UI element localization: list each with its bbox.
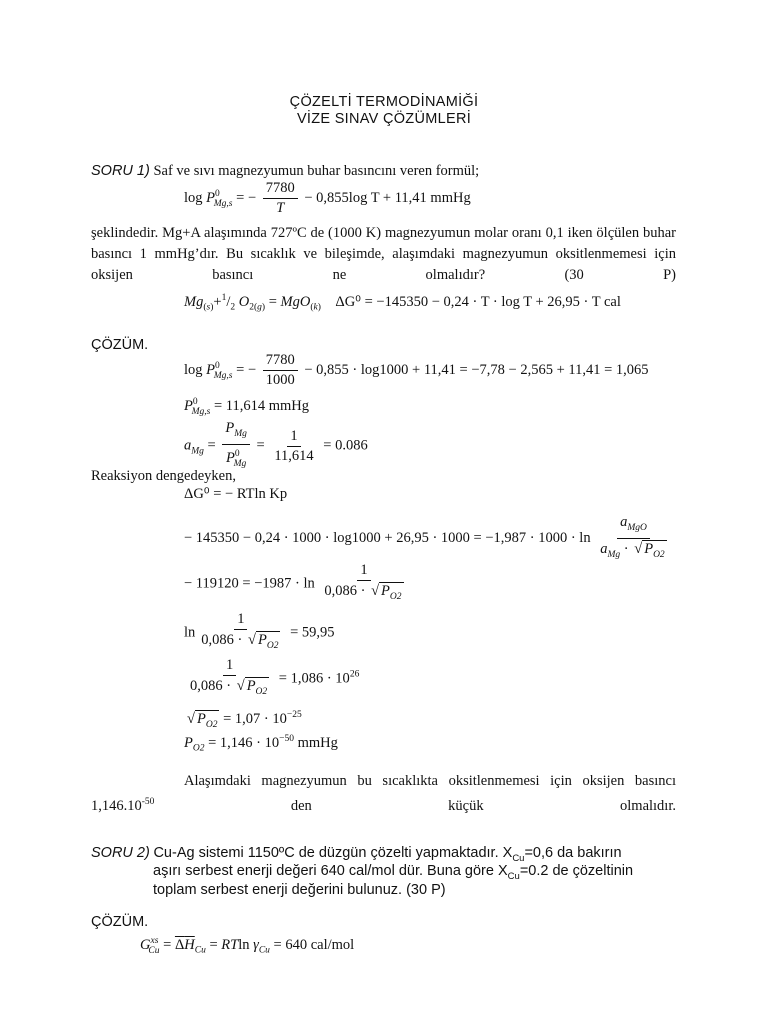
question-1-paragraph: şeklindedir. Mg+A alaşımında 727ºC de (1000 K) magnezyumun molar oranı 0,1 iken ölçülen buhar basıncı 1 mmHg’dır. Bu sıcaklık ve bileşimde, alaşımdaki magnezyumun oksitlenmemesi için oksijen basıncı ne olmalıdır? (30 P) xyxy=(91,225,676,283)
solution-1-eq-activity: $a_{Mg}$ = $\frac{P_{Mg}}{P^0_{Mg}}$ = $\frac{1}{11,614}$ = 0.086 xyxy=(184,420,368,469)
question-1-text: Saf ve sıvı magnezyumun buhar basıncını veren formül; xyxy=(153,163,480,179)
solution-1-label: ÇÖZÜM. xyxy=(91,337,149,353)
solution-1-eq-exp: $\frac{1}{0,086 \cdot √ P_{O2}}$ = $1,086 \cdot 10^{26}$ xyxy=(184,657,359,701)
solution-1-eq-log: $\log P^0_{Mg,s}$ = − $\frac{7780}{1000}$ − 0,855 · log1000 + 11,41 = −7,78 − 2,565 + 11,41 = 1,065 xyxy=(184,352,649,388)
solution-1-eq-ln: ln $\frac{1}{0,086 \cdot √ P_{O2}}$ = 59,95 xyxy=(184,611,335,655)
solution-1-eq-expanded: − 145350 − 0,24 · 1000 · log1000 + 26,95 · 1000 = −1,987 · 1000 · ln $\frac{a_{MgO}}{a_{Mg} \cdot √ P_{O2}}$ xyxy=(184,514,673,564)
solution-2-label: ÇÖZÜM. xyxy=(91,914,149,930)
question-2-label: SORU 2) xyxy=(91,845,150,861)
solution-1-eq-simplified: − 119120 = −1987 · ln $\frac{1}{0,086 \cdot √ P_{O2}}$ xyxy=(184,562,410,606)
question-2-line-1: SORU 2) Cu-Ag sistemi 1150ºC de düzgün çözelti yapmaktadır. $X_{Cu}=0,6$ da bakırın xyxy=(91,845,622,864)
vapor-pressure-formula: $\log P^0_{Mg,s}$ = − $\frac{7780}{T}$ − 0,855log T + 11,41 mmHg xyxy=(184,180,471,216)
question-1-label: SORU 1) xyxy=(91,163,150,179)
solution-1-eq-result: $P_{O2} = 1,146 \cdot 10^{-50}$ mmHg xyxy=(184,734,338,754)
solution-1-eq-pressure: $P^0_{Mg,s} = 11,614$ mmHg xyxy=(184,397,310,417)
question-2-line-2: aşırı serbest enerji değeri 640 cal/mol dür. Buna göre $X_{Cu}=0.2$ de çözeltinin xyxy=(153,863,634,882)
question-2-line-3: toplam serbest enerji değerini bulunuz. (30 P) xyxy=(153,882,446,898)
solution-2-eq-excess: $G^{xs}_{Cu} = \Delta H_{Cu} = RTln$ $\gamma_{Cu} = 640$ cal/mol xyxy=(140,936,355,956)
reaction-equation: $Mg_{(s)}+^1/_2$ $O_{2(g)} = MgO_{(k)}$ ΔG⁰ = −145350 − 0,24 · T · log T + 26,95 · T cal xyxy=(184,293,621,313)
question-1-intro xyxy=(91,163,479,180)
solution-1-eq-sqrt: √ $P_{O2} = 1,07 \cdot 10^{-25}$ xyxy=(194,710,302,730)
document-title: ÇÖZELTİ TERMODİNAMİĞİ xyxy=(289,94,479,110)
equilibrium-text: Reaksiyon dengedeyken, xyxy=(91,468,236,484)
solution-1-eq-gibbs: ΔG⁰ = − RTln Kp xyxy=(184,486,288,502)
document-subtitle: VİZE SINAV ÇÖZÜMLERİ xyxy=(296,111,472,127)
solution-1-conclusion: Alaşımdaki magnezyumun bu sıcaklıkta oksitlenmemesi için oksijen basıncı $1,146.10^{-50}$ den küçük olmalıdır. xyxy=(91,773,676,814)
